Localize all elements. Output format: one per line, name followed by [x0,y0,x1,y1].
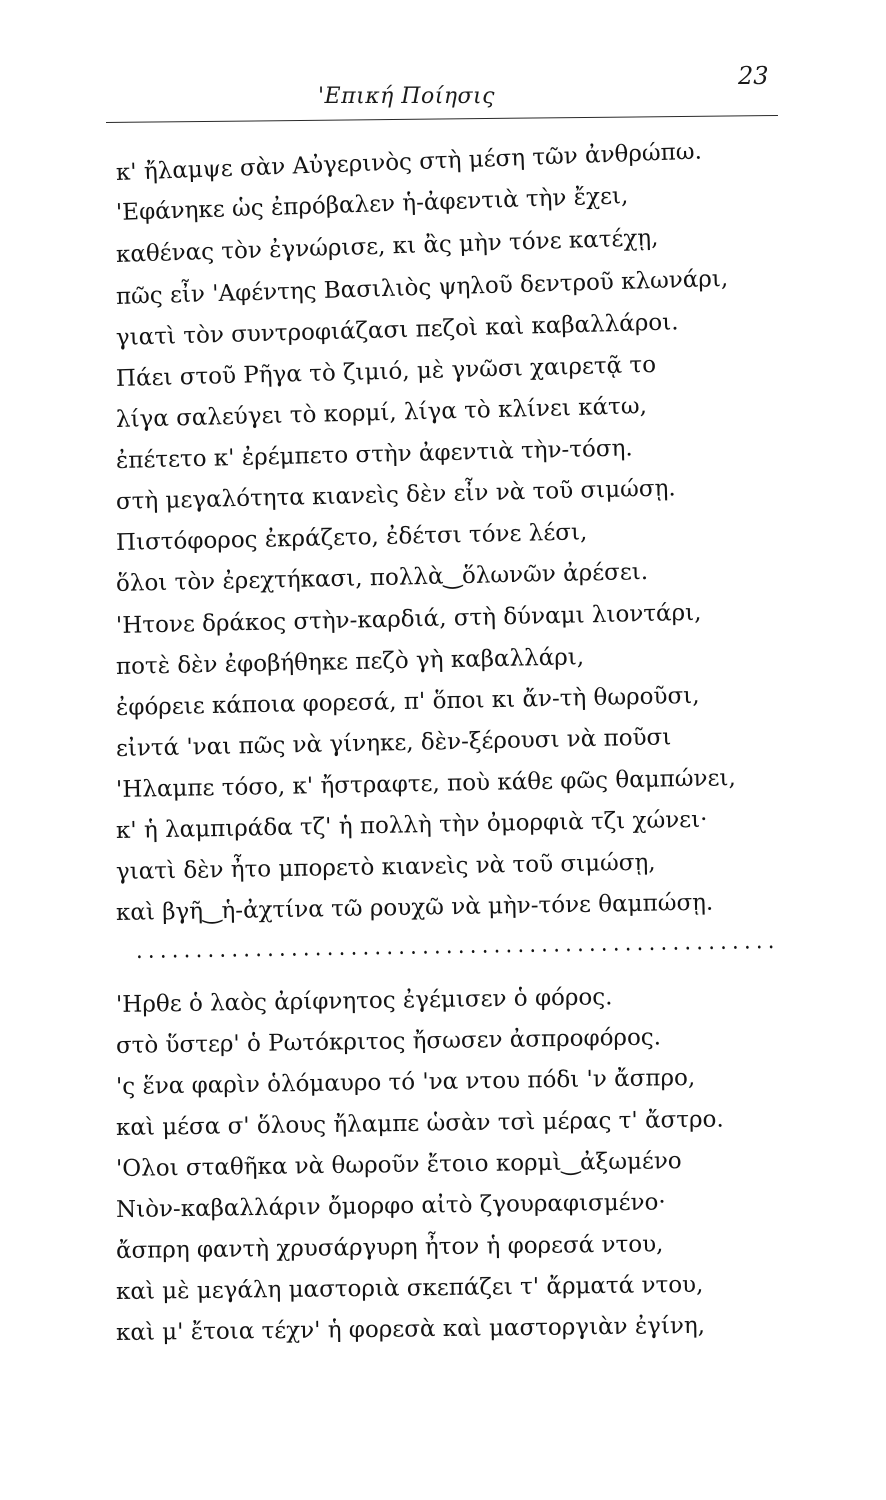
verse-line: Νιὸν-καβαλλάριν ὄμορφο αἰτὸ ζγουραφισμένο· [115,1189,666,1223]
verse-line: κ' ἤλαμψε σὰν Αὐγερινὸς στὴ μέση τῶν ἀνθρώπω. [115,138,703,186]
verse-line: Πάει στοῦ Ρῆγα τὸ ζιμιό, μὲ γνῶσι χαιρετᾷ το [115,351,657,392]
verse-line: ἐφόρειε κάποια φορεσά, π' ὅποι κι ἄν-τὴ θωροῦσι, [115,682,700,721]
verse-line: καθένας τὸν ἐγνώρισε, κι ἂς μὴν τόνε κατέχῃ, [115,224,659,268]
verse-line: καὶ μέσα σ' ὅλους ἤλαμπε ὡσὰν τσὶ μέρας τ' ἄστρο. [115,1106,724,1141]
verse-line: στὸ ὕστερ' ὁ Ρωτόκριτος ἤσωσεν ἀσπροφόρος. [115,1024,662,1059]
page-number: 23 [738,62,769,90]
verse-line: στὴ μεγαλότητα κιανεὶς δὲν εἶν νὰ τοῦ σιμώσῃ. [115,475,676,515]
section-separator: ...................................................... [135,927,780,964]
verse-line: ἐπέτετο κ' ἐρέμπετο στὴν ἀφεντιὰ τὴν-τόση. [115,435,633,474]
verse-line: Πιστόφορος ἐκράζετο, ἐδέτσι τόνε λέσι, [115,519,588,556]
verse-line: καὶ μ' ἔτοια τέχν' ἡ φορεσὰ καὶ μαστοργιὰν ἐγίνη, [115,1312,706,1346]
verse-line: ποτὲ δὲν ἐφοβήθηκε πεζὸ γὴ καβαλλάρι, [115,644,585,680]
verse-line: 'Ηρθε ὁ λαὸς ἀρίφνητος ἐγέμισεν ὁ φόρος. [115,984,613,1018]
verse-line: γιατὶ τὸν συντροφιάζασι πεζοὶ καὶ καβαλλάροι. [115,309,679,351]
verse-line: κ' ἡ λαμπιράδα τζ' ἡ πολλὴ τὴν ὀμορφιὰ τζι χώνει· [115,806,708,844]
verse-line: 'Ολοι σταθῆκα νὰ θωροῦν ἔτοιο κορμὶ‿ἀξωμένο [115,1148,682,1182]
verse-line: 'ς ἕνα φαρὶν ὁλόμαυρο τό 'να ντου πόδι 'ν ἄσπρο, [115,1064,696,1100]
verse-line: λίγα σαλεύγει τὸ κορμί, λίγα τὸ κλίνει κάτω, [115,393,648,433]
verse-line: γιατὶ δὲν ἦτο μπορετὸ κιανεὶς νὰ τοῦ σιμώσῃ, [115,849,656,885]
verse-line: εἰντά 'ναι πῶς νὰ γίνηκε, δὲν-ξέρουσι νὰ ποῦσι [115,724,672,762]
verse-line: καὶ μὲ μεγάλη μαστοριὰ σκεπάζει τ' ἄρματά ντου, [115,1271,704,1305]
verse-line: ὅλοι τὸν ἐρεχτήκασι, πολλὰ‿ὅλωνῶν ἀρέσει. [115,558,649,597]
verse-line: ἄσπρη φαντὴ χρυσάργυρη ἦτον ἡ φορεσά ντου, [115,1231,664,1264]
header-rule [106,115,778,123]
verse-line: καὶ βγῆ‿ἡ-ἀχτίνα τῶ ρουχῶ νὰ μὴν-τόνε θαμπώσῃ. [115,889,714,926]
verse-line: 'Ηλαμπε τόσο, κ' ἤστραφτε, ποὺ κάθε φῶς θαμπώνει, [115,765,737,803]
verse-line: 'Εφάνηκε ὡς ἐπρόβαλεν ἡ-ἀφεντιὰ τὴν ἔχει, [115,183,629,226]
verse-line: 'Ητονε δράκος στὴν-καρδιά, στὴ δύναμι λιοντάρι, [115,599,702,639]
running-title: 'Επική Ποίησις [318,84,495,109]
verse-line: πῶς εἶν 'Αφέντης Βασιλιὸς ψηλοῦ δεντροῦ κλωνάρι, [115,265,729,310]
